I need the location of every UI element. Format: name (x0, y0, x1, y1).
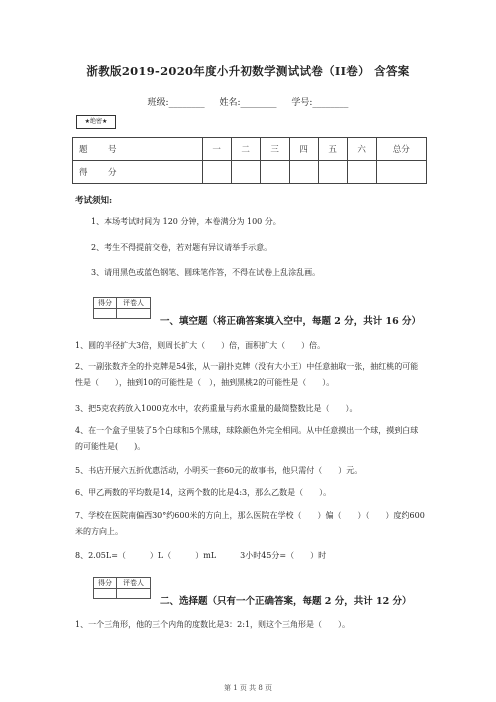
scorebox-score-label: 得分 (94, 298, 117, 309)
score-header-cell: 二 (231, 138, 260, 161)
score-table-score-row (73, 161, 427, 184)
scorebox-grader-cell[interactable] (117, 309, 151, 319)
score-cell[interactable] (318, 161, 347, 184)
student-id-field[interactable]: 学号:________ (291, 98, 349, 108)
question-item: 7、学校在医院南偏西30°约600米的方向上，那么医院在学校（ ）偏（ ）（ ）度约600米的方向上。 (75, 511, 425, 536)
scorebox-score-label: 得分 (94, 578, 117, 589)
class-field[interactable]: 班级:________ (147, 98, 205, 108)
notice-rule: 3、请用黑色或蓝色钢笔、圆珠笔作答，不得在试卷上乱涂乱画。 (91, 268, 321, 277)
scorebox-grader-cell[interactable] (117, 589, 151, 599)
scorebox-grader-label: 评卷人 (117, 578, 151, 589)
score-table (72, 137, 427, 184)
notice-rule: 1、本场考试时间为 120 分钟，本卷满分为 100 分。 (91, 217, 281, 226)
score-cell[interactable] (260, 161, 289, 184)
question-item: 5、书店开展六五折优惠活动，小明买一套60元的故事书，他只需付（ ）元。 (75, 466, 363, 475)
scorebox-score-cell[interactable] (94, 309, 117, 319)
question-item: 2、一副张数齐全的扑克牌是54张，从一副扑克牌（没有大小王）中任意抽取一张，抽红桃的可能性是（ ），抽到10的可能性是（ ），抽到黑桃2的可能性是（ ）。 (75, 362, 419, 387)
question-item: 6、甲乙两数的平均数是14，这两个数的比是4:3，那么乙数是（ ）。 (75, 488, 332, 497)
score-header-cell: 五 (318, 138, 347, 161)
secret-stamp: ★绝密★ (76, 115, 116, 129)
question-item: 1、一个三角形，他的三个内角的度数比是3：2:1，则这个三角形是（ ）。 (75, 620, 351, 629)
score-header-cell: 六 (347, 138, 376, 161)
scorebox-score-cell[interactable] (94, 589, 117, 599)
score-cell[interactable] (376, 161, 426, 184)
score-cell[interactable] (347, 161, 376, 184)
question-item: 8、2.05L=（ ）L（ ）mL 3小时45分=（ ）时 (75, 551, 327, 560)
page-footer: 第 1 页 共 8 页 (223, 684, 273, 692)
section1-title: 一、填空题（将正确答案填入空中，每题 2 分，共计 16 分） (160, 316, 422, 327)
score-header-cell: 四 (289, 138, 318, 161)
question-item: 4、在一个盒子里装了5个白球和5个黑球，球除颜色外完全相同。从中任意摸出一个球，摸到白球的可能性是( )。 (75, 426, 419, 451)
page-title: 浙教版2019-2020年度小升初数学测试试卷（II卷） 含答案 (86, 64, 410, 78)
score-cell[interactable] (202, 161, 231, 184)
scorebox-grader-label: 评卷人 (117, 298, 151, 309)
score-cell[interactable] (289, 161, 318, 184)
notice-title: 考试须知: (75, 196, 113, 206)
question-item: 1、圆的半径扩大3倍，则周长扩大（ ）倍，面积扩大（ ）倍。 (75, 341, 326, 350)
name-field[interactable]: 姓名:________ (219, 98, 277, 108)
score-cell[interactable] (231, 161, 260, 184)
student-info (0, 95, 496, 108)
section1-scorebox (93, 297, 151, 319)
notice-rule: 2、考生不得提前交卷，若对题有异议请举手示意。 (91, 243, 273, 252)
question-item: 3、把5克农药放入1000克水中，农药重量与药水重量的最简整数比是（ ）。 (75, 404, 358, 413)
section2-scorebox (93, 577, 151, 599)
score-table-header-row (73, 138, 427, 161)
score-header-cell: 三 (260, 138, 289, 161)
section2-title: 二、选择题（只有一个正确答案，每题 2 分，共计 12 分） (160, 596, 412, 607)
score-header-cell: 总分 (376, 138, 426, 161)
score-header-cell: 一 (202, 138, 231, 161)
score-header-cell: 题 号 (73, 138, 203, 161)
score-row-label: 得 分 (73, 161, 203, 184)
